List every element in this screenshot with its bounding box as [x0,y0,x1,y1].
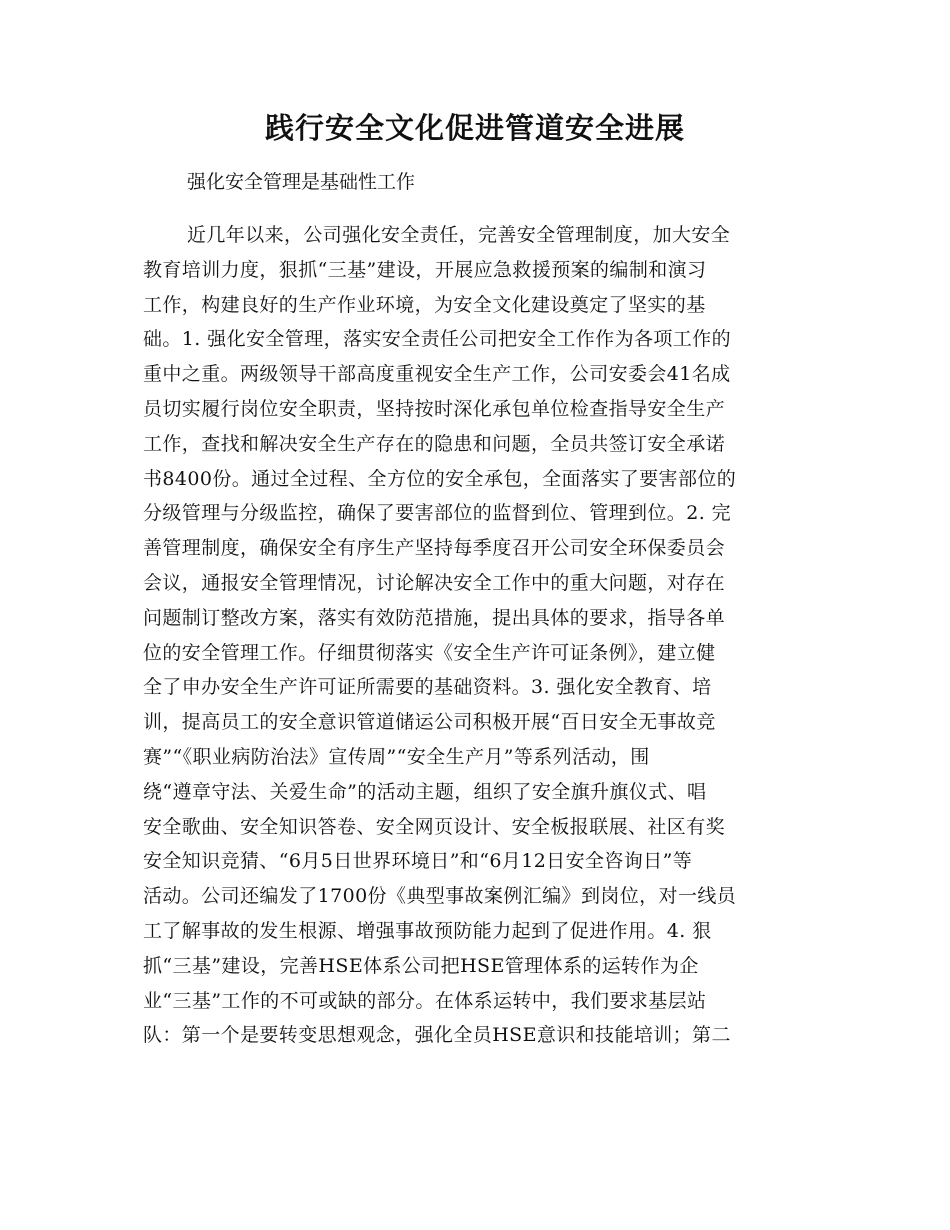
body-line: 书8400份。通过全过程、全方位的安全承包，全面落实了要害部位的 [143,467,737,490]
body-line: 础。1. 强化安全管理，落实安全责任公司把安全工作作为各项工作的 [143,328,731,351]
body-line: 近几年以来，公司强化安全责任，完善安全管理制度，加大安全 [187,224,731,246]
body-line: 分级管理与分级监控，确保了要害部位的监督到位、管理到位。2. 完 [143,502,731,525]
body-line: 绕“遵章守法、关爱生命”的活动主题，组织了安全旗升旗仪式、唱 [143,780,707,803]
body-line: 工作，查找和解决安全生产存在的隐患和问题，全员共签订安全承诺 [143,432,726,455]
body-line: 教育培训力度，狠抓“三基”建设，开展应急救援预案的编制和演习 [143,258,707,281]
body-line: 队：第一个是要转变思想观念，强化全员HSE意识和技能培训；第二 [143,1024,731,1047]
body-line: 问题制订整改方案，落实有效防范措施，提出具体的要求，指导各单 [143,606,726,629]
body-line: 重中之重。两级领导干部高度重视安全生产工作，公司安委会41名成 [143,363,731,386]
body-line: 位的安全管理工作。仔细贯彻落实《安全生产许可证条例》，建立健 [143,641,716,664]
body-line: 训，提高员工的安全意识管道储运公司积极开展“百日安全无事故竞 [143,711,716,734]
body-line: 善管理制度，确保安全有序生产坚持每季度召开公司安全环保委员会 [143,537,726,560]
section-heading: 强化安全管理是基础性工作 [187,171,416,193]
body-line: 赛”“《职业病防治法》宣传周”“安全生产月”等系列活动，围 [143,745,650,768]
body-line: 工作，构建良好的生产作业环境，为安全文化建设奠定了坚实的基 [143,293,706,316]
body-line: 安全歌曲、安全知识答卷、安全网页设计、安全板报联展、社区有奖 [143,815,726,838]
body-line: 业“三基”工作的不可或缺的部分。在体系运转中，我们要求基层站 [143,989,707,1012]
body-line: 全了申办安全生产许可证所需要的基础资料。3. 强化安全教育、培 [143,676,712,699]
body-line: 活动。公司还编发了1700份《典型事故案例汇编》到岗位，对一线员 [143,885,737,908]
document-title: 践行安全文化促进管道安全进展 [264,111,685,145]
body-line: 安全知识竞猜、“6月5日世界环境日”和“6月12日安全咨询日”等 [143,850,693,873]
body-line: 会议，通报安全管理情况，讨论解决安全工作中的重大问题，对存在 [143,571,726,594]
body-text [143,218,823,1053]
body-line: 员切实履行岗位安全职责，坚持按时深化承包单位检查指导安全生产 [143,397,726,420]
body-line: 工了解事故的发生根源、增强事故预防能力起到了促进作用。4. 狠 [143,919,712,942]
body-line: 抓“三基”建设，完善HSE体系公司把HSE管理体系的运转作为企 [143,954,699,977]
